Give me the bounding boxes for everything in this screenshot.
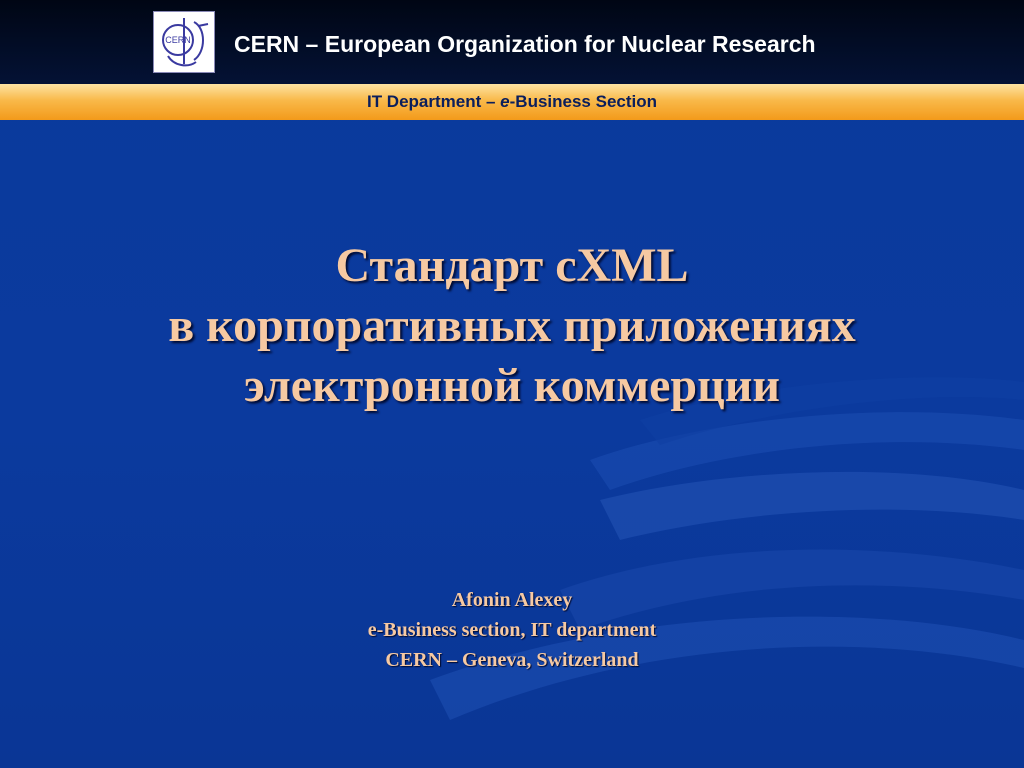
title-line-1: Стандарт cXML <box>335 239 689 292</box>
title-line-3: электронной коммерции <box>243 359 781 412</box>
dept-suffix: -Business Section <box>509 92 658 111</box>
author-name: Afonin Alexey <box>451 589 573 611</box>
slide-title <box>0 236 1024 416</box>
dept-label <box>0 92 1024 112</box>
cern-logo-icon <box>154 12 214 72</box>
author-department: e-Business section, IT department <box>367 619 657 641</box>
dept-prefix: IT Department – <box>366 92 501 111</box>
author-location: CERN – Geneva, Switzerland <box>385 649 639 671</box>
title-line-2: в корпоративных приложениях <box>168 299 856 352</box>
logo-text: CERN <box>165 35 191 45</box>
header-bar <box>0 0 1024 84</box>
author-info <box>0 585 1024 675</box>
dept-bar <box>0 84 1024 120</box>
dept-italic-letter: e <box>500 92 510 111</box>
org-title: CERN – European Organization for Nuclear Research <box>234 31 816 57</box>
cern-logo <box>153 11 215 73</box>
